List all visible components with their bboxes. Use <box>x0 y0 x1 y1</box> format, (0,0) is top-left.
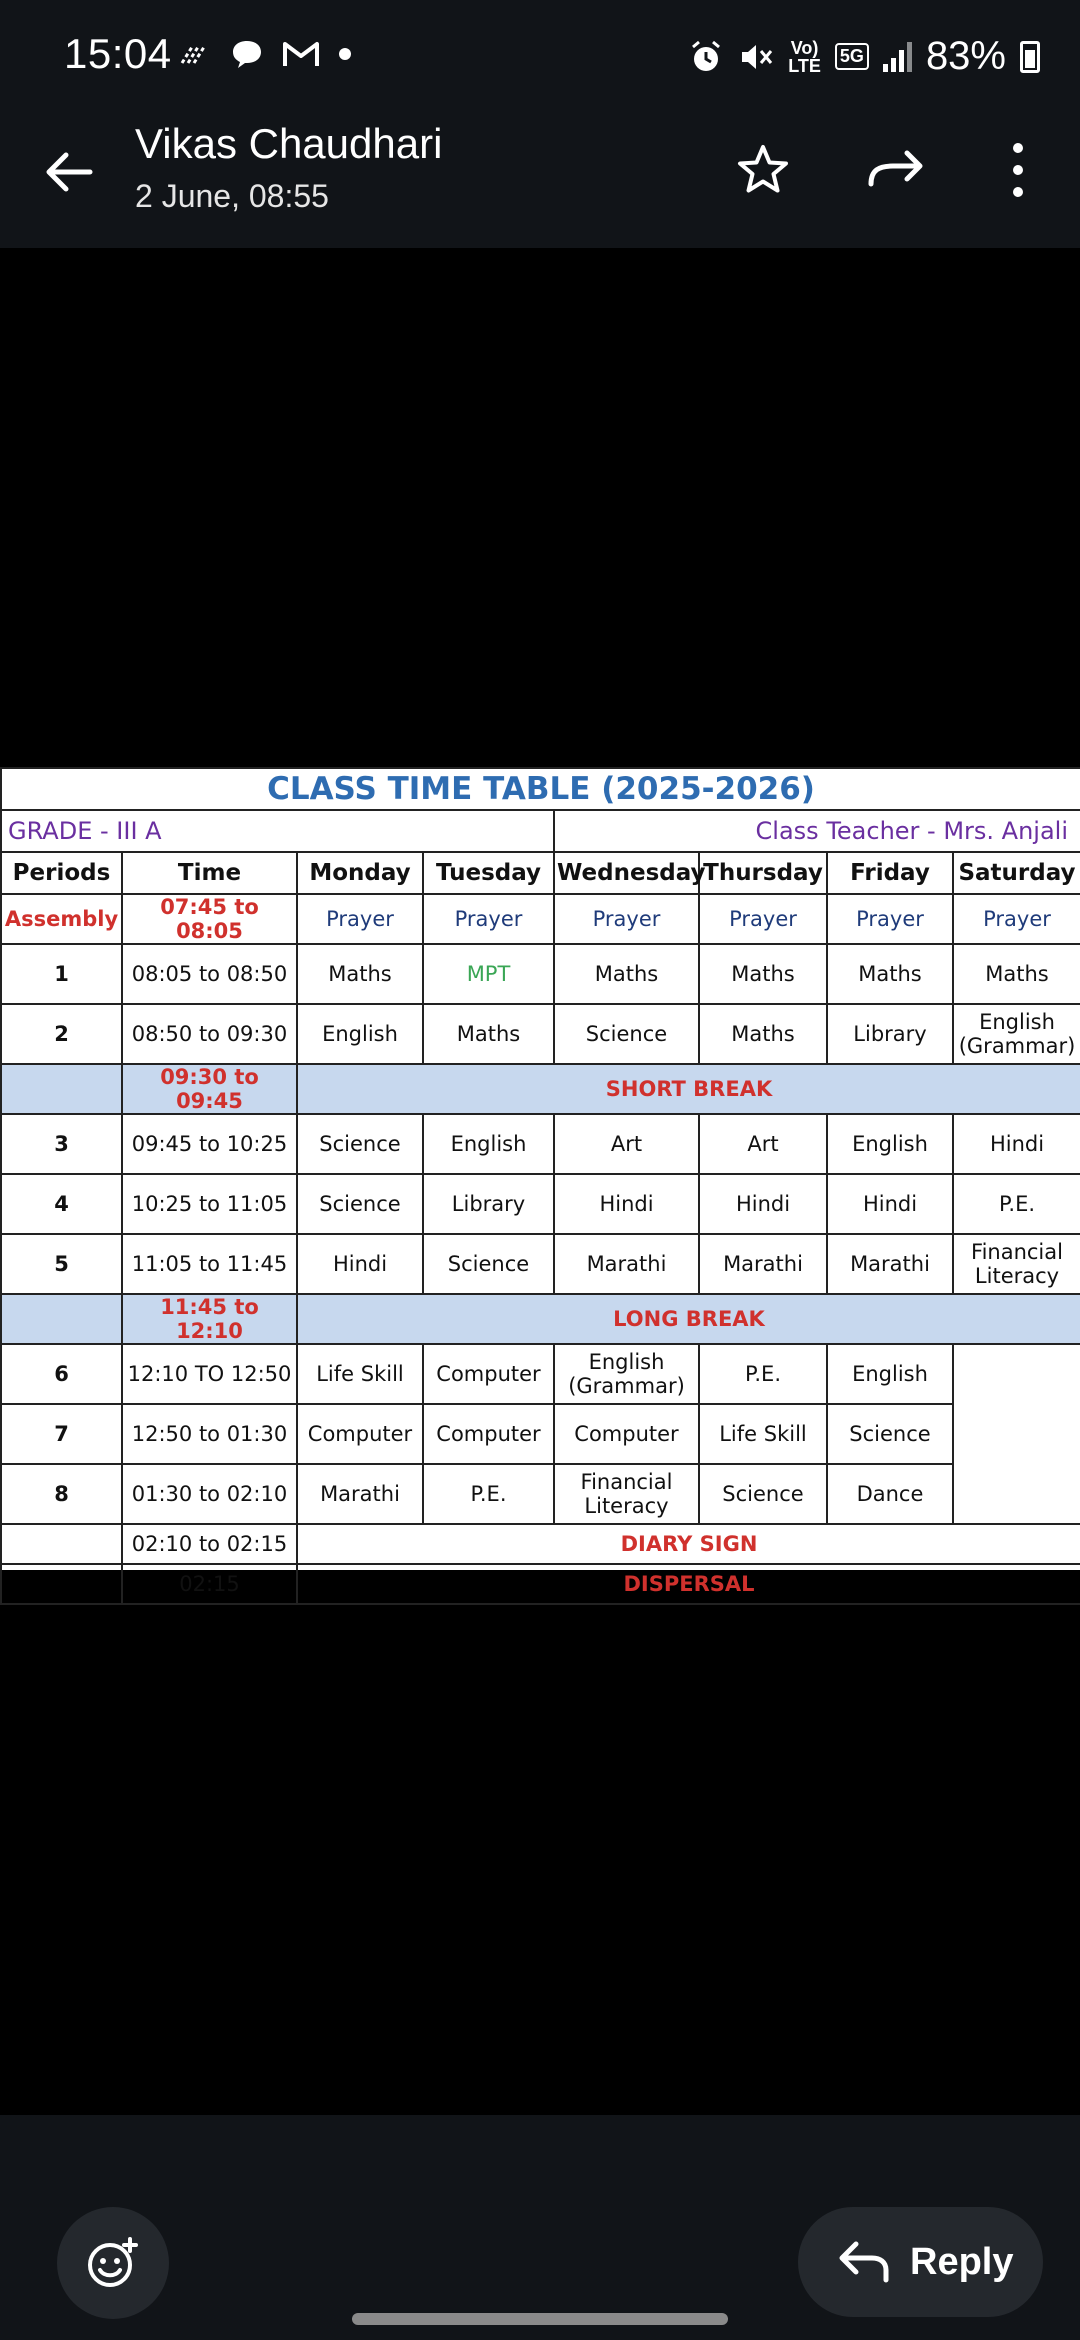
back-arrow-icon[interactable] <box>40 142 100 202</box>
time-cell: 12:50 to 01:30 <box>122 1404 297 1464</box>
time-cell: 12:10 TO 12:50 <box>122 1344 297 1404</box>
teacher-label: Class Teacher - Mrs. Anjali <box>554 810 1080 852</box>
subject-cell: English <box>297 1004 423 1064</box>
reply-label: Reply <box>910 2240 1014 2283</box>
volte-icon: Vo) LTE <box>788 37 821 76</box>
period-cell: 7 <box>1 1404 122 1464</box>
long-break-label: LONG BREAK <box>297 1294 1080 1344</box>
timetable-image[interactable] <box>0 767 1080 1596</box>
chat-icon <box>230 38 264 70</box>
subject-cell: Maths <box>699 944 827 1004</box>
battery-icon <box>1020 41 1040 73</box>
time-cell: 11:05 to 11:45 <box>122 1234 297 1294</box>
subject-cell: Science <box>699 1464 827 1524</box>
col-header: Wednesday <box>554 852 699 894</box>
add-reaction-button[interactable] <box>57 2207 169 2319</box>
period-cell: 1 <box>1 944 122 1004</box>
subject-cell: Science <box>297 1174 423 1234</box>
period-cell: 2 <box>1 1004 122 1064</box>
subject-cell: P.E. <box>699 1344 827 1404</box>
blank-cell <box>1 1564 122 1604</box>
subject-cell: Science <box>423 1234 554 1294</box>
subject-cell: Computer <box>423 1344 554 1404</box>
time-cell: 09:30 to 09:45 <box>122 1064 297 1114</box>
home-indicator[interactable] <box>352 2313 728 2325</box>
subject-cell: P.E. <box>423 1464 554 1524</box>
time-cell: 10:25 to 11:05 <box>122 1174 297 1234</box>
subject-cell: Prayer <box>699 894 827 944</box>
subject-cell: Hindi <box>297 1234 423 1294</box>
period-cell: 8 <box>1 1464 122 1524</box>
break-blank-cell <box>1 1294 122 1344</box>
reply-icon <box>836 2240 890 2284</box>
subject-cell: Prayer <box>827 894 953 944</box>
subject-cell: Science <box>554 1004 699 1064</box>
subject-cell: Science <box>827 1404 953 1464</box>
subject-cell: Library <box>423 1174 554 1234</box>
subject-cell: Marathi <box>297 1464 423 1524</box>
subject-cell: Hindi <box>699 1174 827 1234</box>
more-options-icon[interactable] <box>1000 138 1036 202</box>
grade-label: GRADE - III A <box>1 810 554 852</box>
subject-cell: Art <box>699 1114 827 1174</box>
subject-cell: Maths <box>699 1004 827 1064</box>
col-header: Monday <box>297 852 423 894</box>
time-cell: 07:45 to 08:05 <box>122 894 297 944</box>
subject-cell: Prayer <box>953 894 1080 944</box>
subject-cell: Dance <box>827 1464 953 1524</box>
blank-cell <box>1 1524 122 1564</box>
signal-icon <box>883 42 912 72</box>
time-cell: 01:30 to 02:10 <box>122 1464 297 1524</box>
time-cell: 02:10 to 02:15 <box>122 1524 297 1564</box>
battery-percent: 83% <box>925 34 1006 78</box>
subject-cell: Financial Literacy <box>953 1234 1080 1294</box>
subject-cell: Prayer <box>423 894 554 944</box>
sync-icon <box>178 39 212 69</box>
status-time: 15:04 <box>64 30 172 77</box>
subject-cell: Science <box>297 1114 423 1174</box>
emoji-add-icon <box>85 2235 141 2291</box>
sender-name: Vikas Chaudhari <box>135 120 443 167</box>
message-header <box>0 116 1080 248</box>
subject-cell: Marathi <box>827 1234 953 1294</box>
reply-button[interactable] <box>798 2207 1043 2317</box>
subject-cell: Maths <box>297 944 423 1004</box>
subject-cell: Art <box>554 1114 699 1174</box>
time-cell: 11:45 to 12:10 <box>122 1294 297 1344</box>
subject-cell: English (Grammar) <box>953 1004 1080 1064</box>
time-cell: 08:05 to 08:50 <box>122 944 297 1004</box>
col-header: Tuesday <box>423 852 554 894</box>
timetable <box>0 767 1080 1605</box>
col-header: Saturday <box>953 852 1080 894</box>
status-bar <box>0 0 1080 116</box>
subject-cell: Financial Literacy <box>554 1464 699 1524</box>
time-cell: 09:45 to 10:25 <box>122 1114 297 1174</box>
5g-icon: 5G <box>835 43 869 70</box>
subject-cell: Life Skill <box>297 1344 423 1404</box>
time-cell: 02:15 <box>122 1564 297 1604</box>
subject-cell: Hindi <box>953 1114 1080 1174</box>
period-cell: 3 <box>1 1114 122 1174</box>
col-header: Periods <box>1 852 122 894</box>
col-header: Thursday <box>699 852 827 894</box>
notification-icons <box>178 38 352 70</box>
dispersal-label: DISPERSAL <box>297 1564 1080 1604</box>
timetable-title: CLASS TIME TABLE (2025-2026) <box>1 768 1080 810</box>
subject-cell: Hindi <box>554 1174 699 1234</box>
subject-cell: English (Grammar) <box>554 1344 699 1404</box>
short-break-label: SHORT BREAK <box>297 1064 1080 1114</box>
subject-cell: English <box>827 1114 953 1174</box>
subject-cell: Marathi <box>554 1234 699 1294</box>
col-header: Friday <box>827 852 953 894</box>
subject-cell: Maths <box>827 944 953 1004</box>
subject-cell: Prayer <box>297 894 423 944</box>
subject-cell: English <box>423 1114 554 1174</box>
period-cell: 6 <box>1 1344 122 1404</box>
bottom-bar <box>0 2115 1080 2340</box>
saturday-empty-cell <box>953 1344 1080 1524</box>
diary-sign-label: DIARY SIGN <box>297 1524 1080 1564</box>
time-cell: 08:50 to 09:30 <box>122 1004 297 1064</box>
gmail-icon <box>282 39 320 69</box>
break-blank-cell <box>1 1064 122 1114</box>
subject-cell: Hindi <box>827 1174 953 1234</box>
subject-cell: MPT <box>423 944 554 1004</box>
subject-cell: Computer <box>554 1404 699 1464</box>
period-cell: Assembly <box>1 894 122 944</box>
period-cell: 4 <box>1 1174 122 1234</box>
subject-cell: Library <box>827 1004 953 1064</box>
dot-icon <box>338 47 352 61</box>
subject-cell: Maths <box>554 944 699 1004</box>
period-cell: 5 <box>1 1234 122 1294</box>
forward-icon[interactable] <box>865 142 931 198</box>
message-date: 2 June, 08:55 <box>135 178 329 214</box>
star-icon[interactable] <box>735 142 791 198</box>
subject-cell: Marathi <box>699 1234 827 1294</box>
subject-cell: P.E. <box>953 1174 1080 1234</box>
top-bar <box>0 0 1080 248</box>
subject-cell: Life Skill <box>699 1404 827 1464</box>
subject-cell: Prayer <box>554 894 699 944</box>
subject-cell: Maths <box>953 944 1080 1004</box>
alarm-icon <box>688 39 724 75</box>
subject-cell: Computer <box>423 1404 554 1464</box>
system-icons <box>688 34 1040 79</box>
subject-cell: English <box>827 1344 953 1404</box>
col-header: Time <box>122 852 297 894</box>
subject-cell: Maths <box>423 1004 554 1064</box>
mute-icon <box>738 39 774 75</box>
subject-cell: Computer <box>297 1404 423 1464</box>
